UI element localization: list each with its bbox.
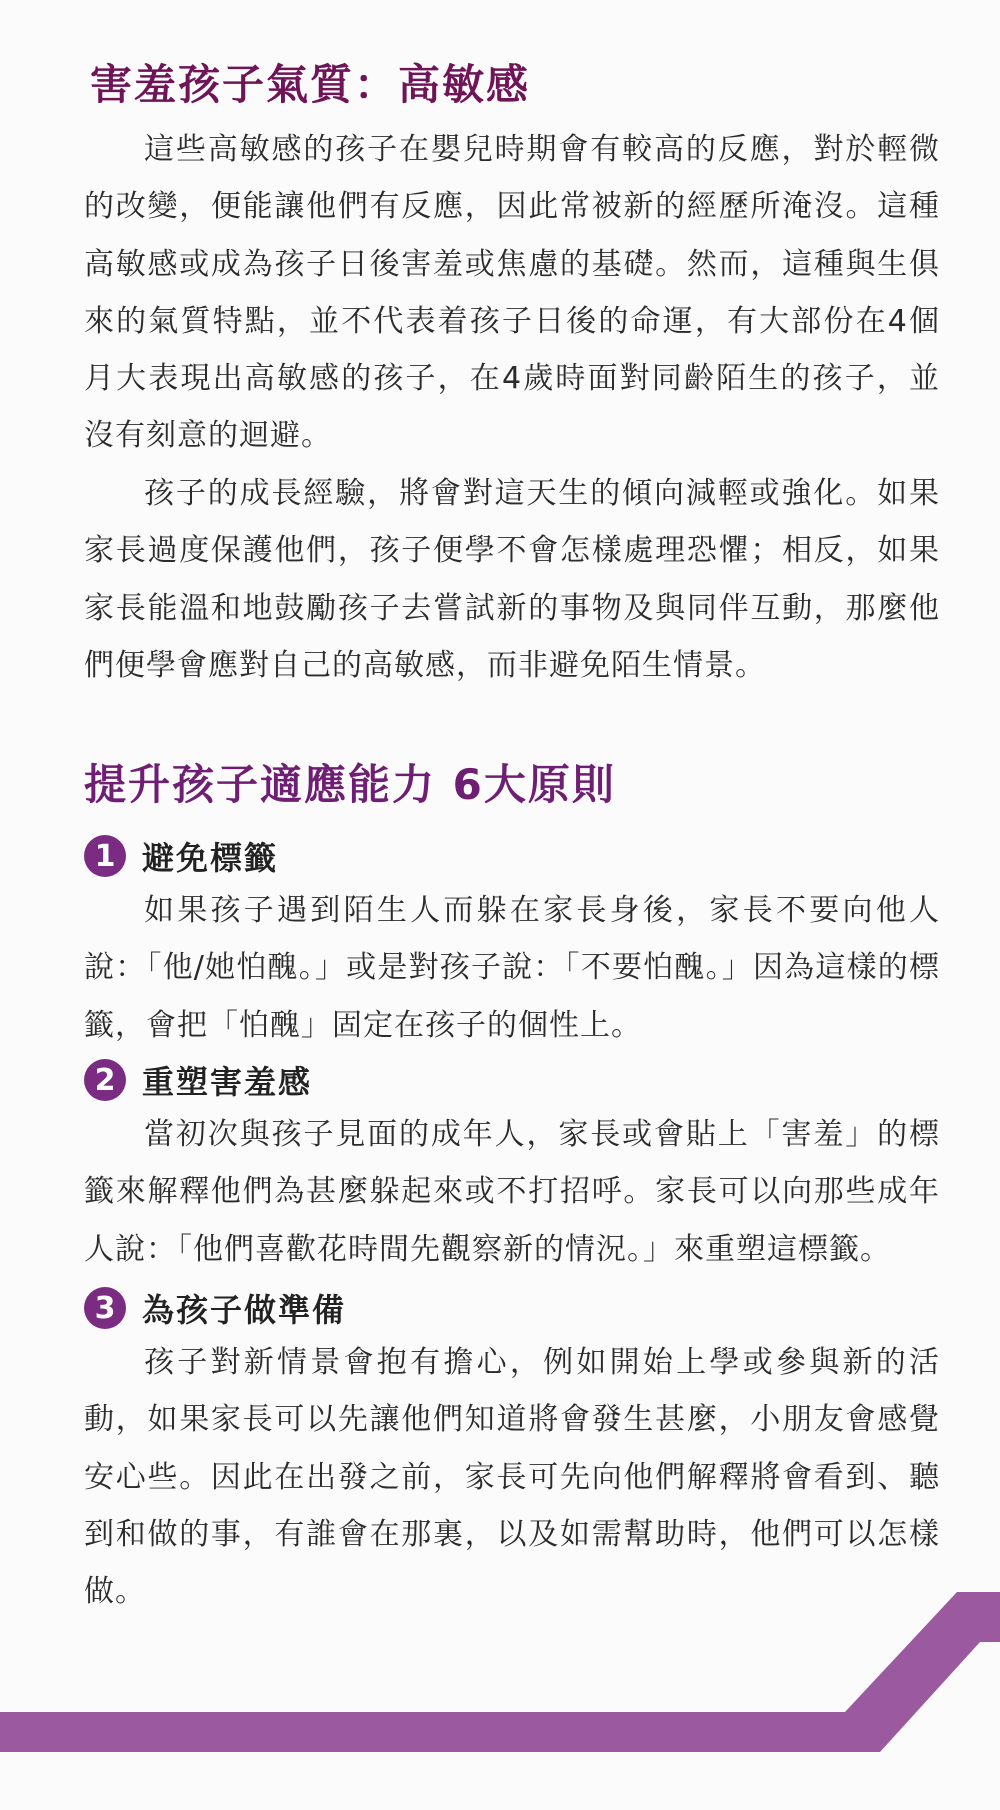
number-badge-icon: 2 — [84, 1059, 126, 1101]
paragraph-sensitivity-2: 孩子的成長經驗，將會對這天生的傾向減輕或強化。如果家長過度保護他們，孩子便學不會怎樣處理恐懼；相反，如果家長能溫和地鼓勵孩子去嘗試新的事物及與同伴互動，那麼他們便學會應對自己的高敏感，而非避免陌生情景。 — [84, 476, 940, 683]
principle-title: 避免標籤 — [142, 839, 279, 877]
principle-text-3: 孩子對新情景會抱有擔心，例如開始上學或參與新的活動，如果家長可以先讓他們知道將會發生甚麼，小朋友會感覺安心些。因此在出發之前，家長可先向他們解釋將會看到、聽到和做的事，有誰會在那裏，以及如需幫助時，他們可以怎樣做。 — [84, 1345, 940, 1610]
section-title-six-principles: 提升孩子適應能力 6大原則 — [84, 760, 616, 809]
section-title-high-sensitivity: 害羞孩子氣質：高敏感 — [90, 60, 531, 109]
paragraph-sensitivity-1: 這些高敏感的孩子在嬰兒時期會有較高的反應，對於輕微的改變，便能讓他們有反應，因此常被新的經歷所淹沒。這種高敏感或成為孩子日後害羞或焦慮的基礎。然而，這種與生俱來的氣質特點，並不代表着孩子日後的命運，有大部份在4個月大表現出高敏感的孩子，在4歲時面對同齡陌生的孩子，並沒有刻意的迴避。 — [84, 132, 940, 454]
principle-text-2: 當初次與孩子見面的成年人，家長或會貼上「害羞」的標籤來解釋他們為甚麼躲起來或不打招呼。家長可以向那些成年人說：「他們喜歡花時間先觀察新的情況。」來重塑這標籤。 — [84, 1117, 940, 1267]
principle-title: 重塑害羞感 — [142, 1063, 313, 1101]
number-badge-icon: 1 — [84, 835, 126, 877]
principle-title: 為孩子做準備 — [142, 1291, 347, 1329]
number-badge-icon: 3 — [84, 1287, 126, 1329]
principle-text-1: 如果孩子遇到陌生人而躲在家長身後，家長不要向他人說：「他/她怕醜。」或是對孩子說：「不要怕醜。」因為這樣的標籤，會把「怕醜」固定在孩子的個性上。 — [84, 893, 940, 1043]
